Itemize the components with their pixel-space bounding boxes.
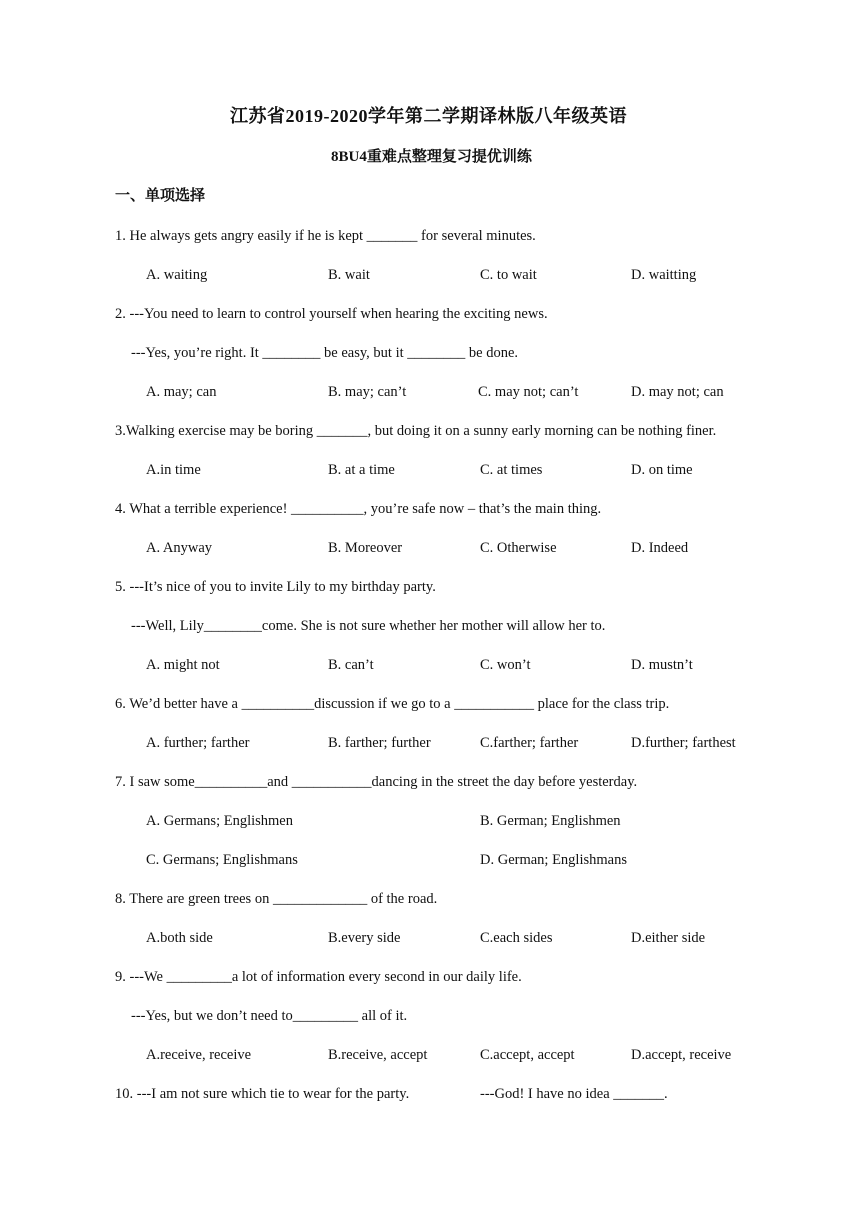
option-c: C. Otherwise [480,540,557,556]
option-a: A.receive, receive [146,1047,252,1063]
section-heading: 一、单项选择 [115,188,206,204]
question-stem: 7. I saw some__________and ___________dancing in the street the day before yesterday. [115,774,638,790]
option-b: B. wait [328,267,370,283]
option-d: D. Indeed [631,540,689,556]
option-b: B. German; Englishmen [480,813,621,829]
option-c: C.farther; farther [480,735,579,751]
option-b: B. may; can’t [328,384,407,400]
option-a: A.both side [146,930,213,946]
option-b: B. can’t [328,657,374,673]
question-stem: 2. ---You need to learn to control yourself when hearing the exciting news. [115,306,548,322]
question-stem: 10. ---I am not sure which tie to wear for the party. [115,1086,410,1102]
option-d: D.either side [631,930,706,946]
option-b: B.receive, accept [328,1047,428,1063]
option-a: A. might not [146,657,220,673]
option-a: A.in time [146,462,201,478]
question-reply: ---Well, Lily________come. She is not sure whether her mother will allow her to. [131,618,606,634]
option-d: D.further; farthest [631,735,736,751]
option-c: C.each sides [480,930,553,946]
question-stem: 5. ---It’s nice of you to invite Lily to my birthday party. [115,579,436,595]
question-stem: 3.Walking exercise may be boring _______, but doing it on a sunny early morning can be nothing finer. [115,423,717,439]
document-title: 江苏省2019-2020学年第二学期译林版八年级英语 [230,106,627,126]
question-stem: 8. There are green trees on _____________ of the road. [115,891,438,907]
document-subtitle: 8BU4重难点整理复习提优训练 [331,149,532,165]
question-reply: ---Yes, but we don’t need to_________ all of it. [131,1008,408,1024]
option-a: A. waiting [146,267,208,283]
option-d: D. may not; can [631,384,724,400]
option-d: D. mustn’t [631,657,693,673]
option-c: C.accept, accept [480,1047,575,1063]
question-stem: 6. We’d better have a __________discussion if we go to a ___________ place for the class trip. [115,696,670,712]
option-c: C. at times [480,462,543,478]
question-reply: ---Yes, you’re right. It ________ be easy, but it ________ be done. [131,345,519,361]
option-d: D. on time [631,462,693,478]
option-a: A. Anyway [146,540,213,556]
option-b: B. Moreover [328,540,403,556]
option-c: C. Germans; Englishmans [146,852,298,868]
option-c: C. may not; can’t [478,384,579,400]
option-b: B. at a time [328,462,395,478]
option-d: D. waitting [631,267,697,283]
option-a: A. may; can [146,384,217,400]
option-d: D.accept, receive [631,1047,732,1063]
option-b: B.every side [328,930,401,946]
option-a: A. further; farther [146,735,250,751]
option-a: A. Germans; Englishmen [146,813,293,829]
option-c: C. won’t [480,657,531,673]
option-d: D. German; Englishmans [480,852,627,868]
option-b: B. farther; further [328,735,431,751]
question-reply: ---God! I have no idea _______. [480,1086,668,1102]
question-stem: 9. ---We _________a lot of information every second in our daily life. [115,969,522,985]
question-stem: 4. What a terrible experience! __________, you’re safe now – that’s the main thing. [115,501,602,517]
question-stem: 1. He always gets angry easily if he is kept _______ for several minutes. [115,228,536,244]
option-c: C. to wait [480,267,537,283]
